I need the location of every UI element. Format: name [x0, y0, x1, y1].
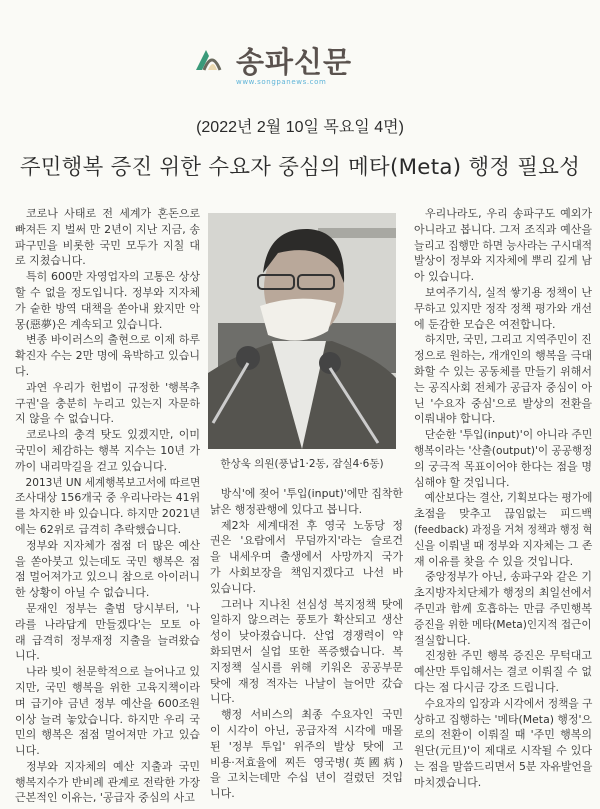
article-paragraph — [15, 601, 200, 664]
article-line: 수요자의 입장과 시각에서 정책을 구 — [424, 696, 593, 710]
article-line: 특히 600만 자영업자의 고통은 상상 — [26, 270, 200, 284]
article-line: 상하고 집행하는 '메타(Meta) 행정'으 — [414, 712, 592, 726]
article-line: 닌 '수요자 중심'으로 발상의 전환을 — [414, 396, 592, 410]
article-line: 몽(惡夢)은 계속되고 있습니다. — [15, 317, 163, 331]
article-line: 이 시각이 아닌, 공급자적 시각에 매몰 — [210, 723, 403, 737]
article-line: 까이 내리막길을 걷고 있습니다. — [15, 459, 168, 473]
article-line: 니다. — [210, 787, 235, 801]
article-line: 아니라고 봅니다. 그저 조직과 예산을 — [414, 222, 592, 236]
article-line: 을 고치는데만 수십 년이 걸렸던 것입 — [210, 771, 403, 785]
article-line: 보여주기식, 실적 쌓기용 정책이 난 — [425, 285, 592, 299]
article-line: 니다. — [210, 692, 235, 706]
article-line: 에 둔감한 모습은 여전합니다. — [414, 317, 556, 331]
article-line: 조사대상 156개국 중 우리나라는 41위 — [15, 491, 201, 505]
article-paragraph — [414, 648, 592, 695]
article-line: 있습니다. — [210, 581, 257, 595]
article-line: 는 점을 말씀드리면서 5분 자유발언을 — [414, 759, 593, 773]
article-line: 된 '정부 투입' 위주의 발상 탓에 고 — [210, 739, 403, 753]
article-line: 원단(元旦)'이 제대로 시작될 수 있다 — [414, 744, 592, 758]
article-line: 빠져든 지 벌써 만 2년이 지난 지금, 송 — [15, 222, 200, 236]
article-line: 우리나라도, 우리 송파구도 예외가 — [425, 207, 592, 220]
article-line: 래 급격히 정부재정 지출을 늘려왔습 — [15, 633, 200, 647]
article-paragraph — [210, 707, 403, 802]
article-line: 심해야 할 것입니다. — [414, 475, 510, 489]
article-line: 지정책 실시를 위해 키워온 공공부문 — [210, 660, 403, 674]
article-line: 지만, 국민 행복을 위한 고육지책이라 — [15, 680, 200, 694]
article-line: 한 상황이 아닐 수 없습니다. — [15, 586, 150, 600]
article-paragraph — [414, 490, 592, 569]
article-line: 성이 낮아졌습니다. 산업 경쟁력이 약 — [210, 629, 403, 643]
article-line: 증진을 위한 메타(Meta)인지적 접근이 — [414, 617, 592, 631]
article-line: 국민이 체감하는 행복 지수는 10년 가 — [15, 443, 200, 457]
article-line: 을 쏟아붓고 있는데도 국민 행복은 점 — [15, 554, 200, 568]
article-paragraph — [414, 206, 592, 285]
article-paragraph — [414, 569, 592, 648]
article-column-2 — [210, 486, 403, 802]
article-line: 민의 행복은 점점 멀어져만 가고 있습 — [15, 728, 200, 742]
article-line: 2013년 UN 세계행복보고서에 따르면 — [25, 475, 201, 489]
article-line: 확진자 수는 2만 명에 육박하고 있습니 — [15, 349, 200, 363]
masthead-logo — [192, 38, 353, 90]
article-line: 늘리고 집행만 하면 능사라는 구시대적 — [414, 238, 593, 252]
article-paragraph — [414, 696, 592, 791]
article-paragraph — [210, 597, 403, 708]
article-line: (feedback) 과정을 거쳐 정책과 행정 혁 — [414, 522, 593, 536]
article-line: 나라 빚이 천문학적으로 늘어나고 있 — [26, 665, 200, 679]
article-line: 절실합니다. — [414, 633, 471, 647]
newspaper-name: 송파신문 — [236, 45, 353, 79]
article-line: 화할 수 있는 공동체를 만들기 위해서 — [414, 364, 592, 378]
article-line: 의 궁극적 목표이어야 한다는 점을 명 — [414, 459, 592, 473]
article-line: 파구민을 비롯한 국민 모두가 지칠 대 — [15, 238, 200, 252]
article-paragraph — [210, 486, 403, 518]
article-line: 이상 늘려 놓았습니다. 하지만 우리 국 — [15, 712, 200, 726]
article-paragraph — [15, 427, 200, 474]
article-line: 예산만 투입해서는 결코 이뤄질 수 없 — [414, 665, 592, 679]
article-line: 문재인 정부는 출범 당시부터, '나 — [26, 601, 200, 615]
article-line: 발상이 정부와 지자체에 뿌리 깊게 남 — [414, 254, 592, 268]
article-column-3 — [414, 206, 592, 790]
article-line: 제2차 세계대전 후 영국 노동당 정 — [221, 518, 403, 532]
article-line: 중앙정부가 아닌, 송파구와 같은 기 — [425, 570, 592, 584]
article-paragraph — [414, 427, 592, 490]
article-line: 정부와 지자체의 예산 지출과 국민 — [26, 759, 200, 773]
article-line: 방식'에 젖어 '투입(input)'에만 집착한 — [220, 487, 403, 500]
article-line: 니다. — [15, 649, 40, 663]
article-line: 라를 나라답게 만들겠다'는 모토 아 — [15, 617, 200, 631]
article-line: 주민과 함께 호흡하는 만큼 주민행복 — [414, 601, 592, 615]
article-paragraph — [15, 664, 200, 759]
photo-caption: 한상욱 의원(풍납1·2동, 잠실4·6동) — [220, 458, 384, 470]
article-column-1 — [15, 206, 200, 806]
article-line: 마치겠습니다. — [414, 775, 482, 789]
article-line: 로 지쳤습니다. — [15, 254, 86, 268]
article-paragraph — [15, 380, 200, 427]
mountain-logo-icon — [194, 46, 224, 72]
article-paragraph — [15, 269, 200, 332]
article-line: 할 수 없을 정도입니다. 정부와 지자체 — [15, 285, 200, 299]
article-line: 행복이라는 '산출(output)'이 공공행정 — [414, 443, 593, 457]
article-headline: 주민행복 증진 위한 수요자 중심의 메타(Meta) 행정 필요성 — [19, 155, 581, 180]
article-line: 재 이유를 찾을 수 있을 것입니다. — [414, 554, 574, 568]
article-line: 가 숱한 방역 대책을 쏟아내 왔지만 악 — [15, 301, 200, 315]
article-paragraph — [15, 206, 200, 269]
article-line: 다는 점 다시금 강조 드립니다. — [414, 680, 559, 694]
article-line: 코로나의 충격 탓도 있겠지만, 이미 — [26, 428, 200, 442]
article-line: 일하지 않으려는 풍토가 확산되고 생산 — [210, 613, 403, 627]
article-line: 그러나 지나친 선심성 복지정책 탓에 — [221, 597, 403, 611]
article-paragraph — [15, 475, 200, 538]
article-line: 화되면서 실업 또한 폭증했습니다. 복 — [210, 644, 403, 658]
article-line: 진정한 주민 행복 증진은 무턱대고 — [425, 649, 592, 663]
article-line: 다. — [15, 364, 30, 378]
article-line: 초지방자치단체가 행정의 최일선에서 — [414, 586, 592, 600]
article-line: 정부와 지자체가 점점 더 많은 예산 — [26, 538, 200, 552]
article-line: 탓에 재정 적자는 나날이 늘어만 갔습 — [210, 676, 403, 690]
article-line: 지 않을 수 없습니다. — [15, 412, 114, 426]
article-line: 점 멀어져가고 있으니 참으로 아이러니 — [15, 570, 200, 584]
article-line: 아 있습니다. — [414, 270, 475, 284]
publication-dateline: (2022년 2월 10일 목요일 4면) — [196, 119, 404, 136]
article-line: 이뤄내야 합니다. — [414, 412, 496, 426]
article-line: 를 차지한 바 있습니다. 하지만 2021년 — [15, 507, 201, 521]
article-line: 무하고 있지만 정작 정책 평가와 개선 — [414, 301, 592, 315]
article-line: 과연 우리가 헌법이 규정한 '행복추 — [26, 380, 200, 394]
article-line: 행정 서비스의 최종 수요자인 국민 — [221, 708, 403, 722]
article-line: 니다. — [15, 744, 40, 758]
article-line: 로의 전환이 이뤄질 때 '주민 행복의 — [414, 728, 592, 742]
article-line: 며 급기야 금년 정부 예산을 600조원 — [15, 696, 200, 710]
article-line: 에는 62위로 급격히 추락했습니다. — [15, 522, 182, 536]
article-line: 신을 이뤄낼 때 정부와 지자체는 그 존 — [414, 538, 593, 552]
councilor-photo — [208, 213, 396, 449]
article-line: 예산보다는 결산, 기획보다는 평가에 — [424, 491, 593, 505]
article-paragraph — [15, 759, 200, 806]
article-line: 초점을 맞추고 끊임없는 피드백 — [414, 507, 592, 521]
article-line: 코로나 사태로 전 세계가 혼돈으로 — [26, 207, 200, 220]
article-line: 단순한 '투입(input)'이 아니라 주민 — [424, 428, 593, 442]
article-line: 을 내세우며 출생에서 사망까지 국가 — [210, 550, 403, 564]
article-line: 변종 바이러스의 출현으로 이제 하루 — [26, 333, 200, 347]
article-line: 하지만, 국민, 그리고 지역주민이 진 — [424, 333, 592, 347]
article-paragraph — [210, 518, 403, 597]
speaker-portrait-image — [208, 213, 396, 449]
article-line: 구권'을 충분히 누리고 있는지 자문하 — [15, 396, 200, 410]
article-line: 가 사회보장을 책임지겠다고 나선 바 — [210, 565, 403, 579]
article-line: 정으로 원하는, 개개인의 행복을 극대 — [414, 349, 592, 363]
article-line: 권은 '요람에서 무덤까지'라는 슬로건 — [210, 534, 403, 548]
article-line: 는 공직사회 전체가 공급자 중심이 아 — [414, 380, 592, 394]
article-line: 낡은 행정관행에 있다고 봅니다. — [210, 502, 363, 516]
article-paragraph — [414, 332, 592, 427]
article-paragraph — [15, 538, 200, 601]
article-line: 행복지수가 반비례 관계로 전락한 가장 — [15, 775, 200, 789]
article-line: 근본적인 이유는, '공급자 중심의 사고 — [15, 791, 195, 805]
article-paragraph — [414, 285, 592, 332]
article-paragraph — [15, 332, 200, 379]
article-line: 비용·저효율에 찌든 영국병(英國病) — [210, 755, 403, 769]
newspaper-url: www.songpanews.com — [236, 78, 327, 86]
